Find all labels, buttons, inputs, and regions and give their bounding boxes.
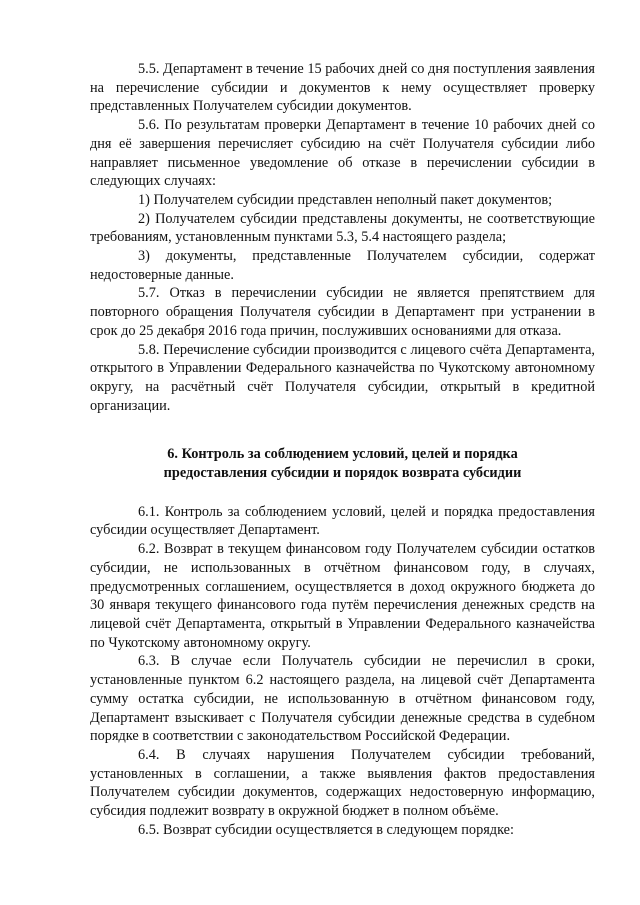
document-page	[90, 60, 595, 839]
paragraph-6-3: 6.3. В случае если Получатель субсидии не перечислил в сроки, установленные пунктом 6.2 настоящего раздела, на лицевой счёт Департамента сумму остатка субсидии, не использованную в отчётном финансовом году, Департамент взыскивает с Получателя субсидии денежные средства в судебном порядке в соответствии с законодательством Российской Федерации.	[90, 653, 595, 745]
paragraph-5-6: 5.6. По результатам проверки Департамент в течение 10 рабочих дней со дня её завершения перечисляет субсидию на счёт Получателя субсидии либо направляет письменное уведомление об отказе в перечислении субсидии в следующих случаях:	[90, 117, 595, 190]
paragraph-6-2: 6.2. Возврат в текущем финансовом году Получателем субсидии остатков субсидии, не использованных в отчётном финансовом году, в случаях, предусмотренных соглашением, осуществляется в доход окружного бюджета до 30 января текущего финансового года путём перечисления денежных средств на лицевой счёт Департамента, открытый в Управлении Федерального казначейства по Чукотскому автономному округу.	[90, 541, 595, 651]
paragraph-5-5: 5.5. Департамент в течение 15 рабочих дней со дня поступления заявления на перечисление субсидии и документов к нему осуществляет проверку представленных Получателем субсидии документов.	[90, 61, 595, 115]
section-title-line-2: предоставления субсидии и порядок возврата субсидии	[163, 465, 522, 482]
section-title-line-1: 6. Контроль за соблюдением условий, целей и порядка	[167, 446, 518, 463]
paragraph-5-8: 5.8. Перечисление субсидии производится с лицевого счёта Департамента, открытого в Управлении Федерального казначейства по Чукотскому автономному округу, на расчётный счёт Получателя субсидии, открытый в кредитной организации.	[90, 341, 595, 414]
paragraph-6-4: 6.4. В случаях нарушения Получателем субсидии требований, установленных в соглашении, а также выявления фактов предоставления Получателем субсидии документов, содержащих недостоверную информацию, субсидия подлежит возврату в окружной бюджет в полном объёме.	[90, 746, 595, 820]
paragraph-6-1: 6.1. Контроль за соблюдением условий, целей и порядка предоставления субсидии осуществляет Департамент.	[90, 503, 595, 539]
list-item-1: 1) Получателем субсидии представлен неполный пакет документов;	[138, 191, 553, 208]
list-item-2: 2) Получателем субсидии представлены документы, не соответствующие требованиям, установленным пунктами 5.3, 5.4 настоящего раздела;	[90, 210, 595, 246]
section-6-title	[90, 445, 595, 482]
paragraph-5-7: 5.7. Отказ в перечислении субсидии не является препятствием для повторного обращения Получателя субсидии в Департамент при устранении в срок до 25 декабря 2016 года причин, послуживших основаниями для отказа.	[90, 285, 595, 339]
paragraph-6-5: 6.5. Возврат субсидии осуществляется в следующем порядке:	[138, 821, 514, 838]
list-item-3: 3) документы, представленные Получателем субсидии, содержат недостоверные данные.	[90, 248, 595, 283]
